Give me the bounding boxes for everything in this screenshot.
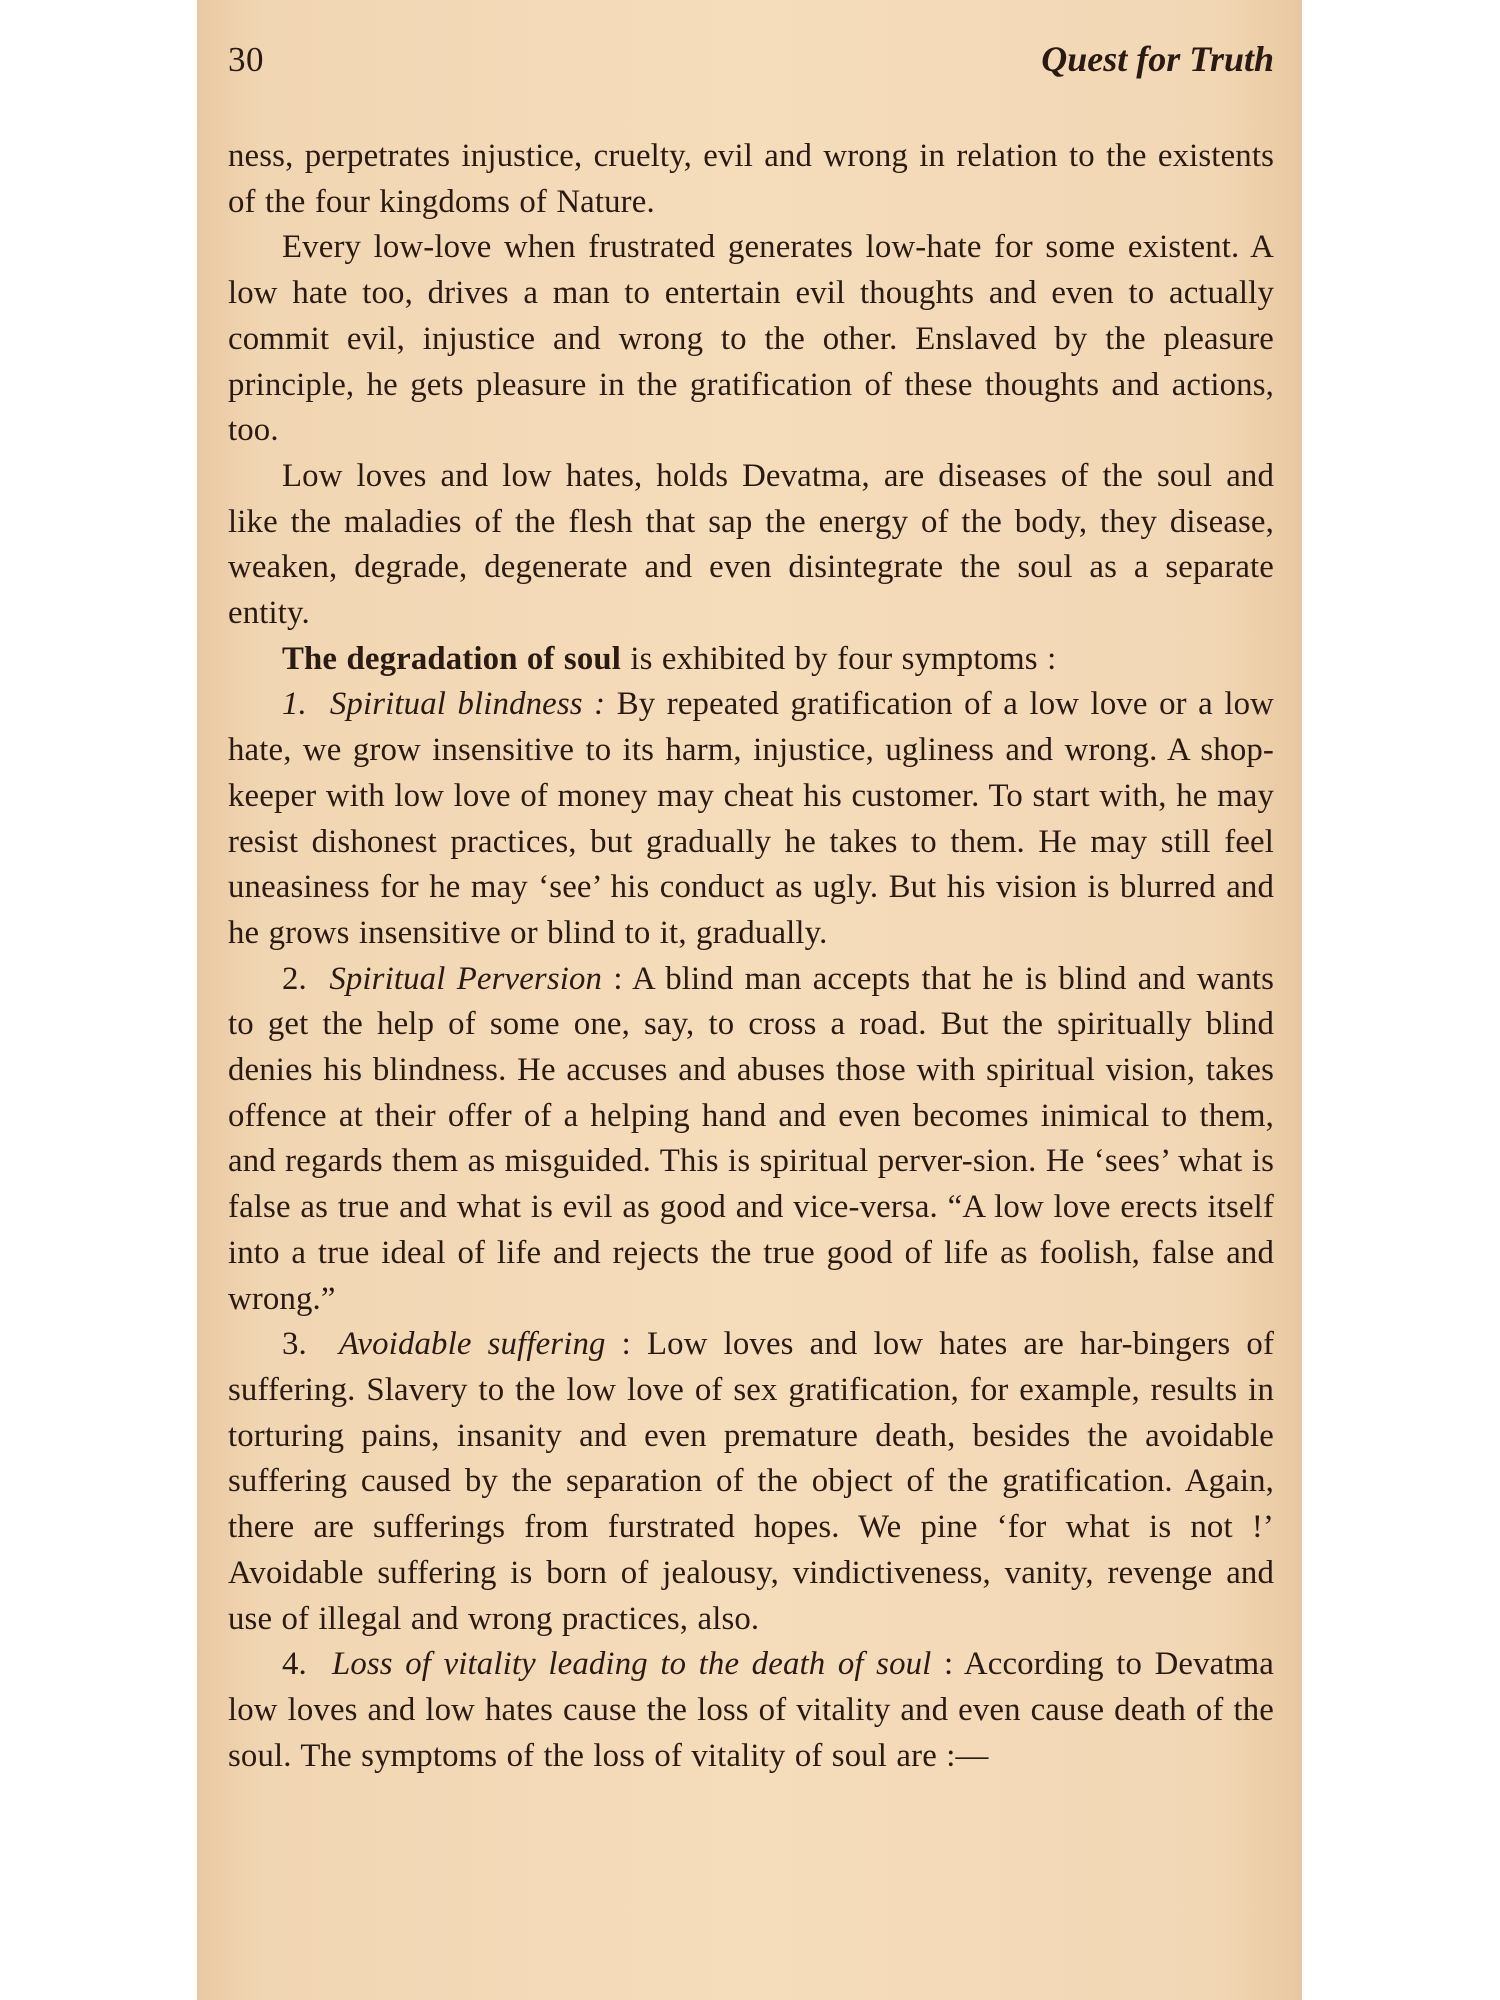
running-title: Quest for Truth [1041,39,1274,79]
paragraph-low-hate: Every low-love when frustrated generates low-hate for some existent. A low hate too, drives a man to entertain evil thoughts and even to actually commit evil, injustice and wrong to the other. Enslaved by the pleasure principle, he gets pleasure in the gratification of these thoughts and actions, too. [228,229,1274,449]
symptom-3 [228,1322,1274,1642]
symptom-1-text: By repeated gratification of a low love or a low hate, we grow insensitive to its harm, injustice, ugliness and wrong. A shop-keeper with low love of money may cheat his customer. To start with, he may resist dishonest practices, but gradually he takes to them. He may still feel uneasiness for he may ‘see’ his conduct as ugly. But his vision is blurred and he grows insensitive or blind to it, gradually. [228,686,1274,951]
book-page [197,0,1302,2000]
degradation-heading: The degradation of soul [282,640,622,677]
symptom-3-text: : Low loves and low hates are har-bingers of suffering. Slavery to the low love of sex gratification, for example, results in torturing pains, insanity and even premature death, besides the avoidable suffering caused by the separation of the object of the gratification. Again, there are sufferings from furstrated hopes. We pine ‘for what is not !’ Avoidable suffering is born of jealousy, vindictiveness, vanity, revenge and use of illegal and wrong practices, also. [228,1326,1275,1637]
paragraph-degradation-intro [228,637,1274,683]
symptom-4 [228,1642,1274,1779]
symptom-4-title: Loss of vitality leading to the death of soul [331,1646,932,1683]
body-text [228,134,1274,1779]
symptom-3-title: Avoidable suffering [339,1326,606,1363]
page-number: 30 [228,40,264,79]
symptom-2-number: 2. [282,960,307,997]
page-header [228,30,1274,98]
symptom-1-title: Spiritual blindness : [329,686,606,723]
degradation-intro-text: is exhibited by four symptoms : [621,640,1057,677]
symptom-4-text: : According to Devatma low loves and low hates cause the loss of vitality and even cause death of the soul. The symptoms of the loss of vitality of soul are :— [228,1646,1274,1774]
paragraph-diseases-of-soul: Low loves and low hates, holds Devatma, are diseases of the soul and like the maladies of the flesh that sap the energy of the body, they disease, weaken, degrade, degenerate and even disintegrate the soul as a separate entity. [228,457,1274,632]
paragraph-continuation: ness, perpetrates injustice, cruelty, evil and wrong in relation to the existents of the four kingdoms of Nature. [228,138,1274,220]
symptom-3-number: 3. [282,1326,307,1363]
symptom-4-number: 4. [282,1646,307,1683]
symptom-2 [228,957,1274,1323]
symptom-1-number: 1. [282,686,307,723]
symptom-2-text: : A blind man accepts that he is blind and wants to get the help of some one, say, to cross a road. But the spiritually blind denies his blindness. He accuses and abuses those with spiritual vision, takes offence at their offer of a helping hand and even becomes inimical to them, and regards them as misguided. This is spiritual perver-sion. He ‘sees’ what is false as true and what is evil as good and vice-versa. “A low love erects itself into a true ideal of life and rejects the true good of life as foolish, false and wrong.” [228,960,1274,1317]
symptom-1 [228,682,1274,956]
symptom-2-title: Spiritual Perversion [329,960,603,997]
